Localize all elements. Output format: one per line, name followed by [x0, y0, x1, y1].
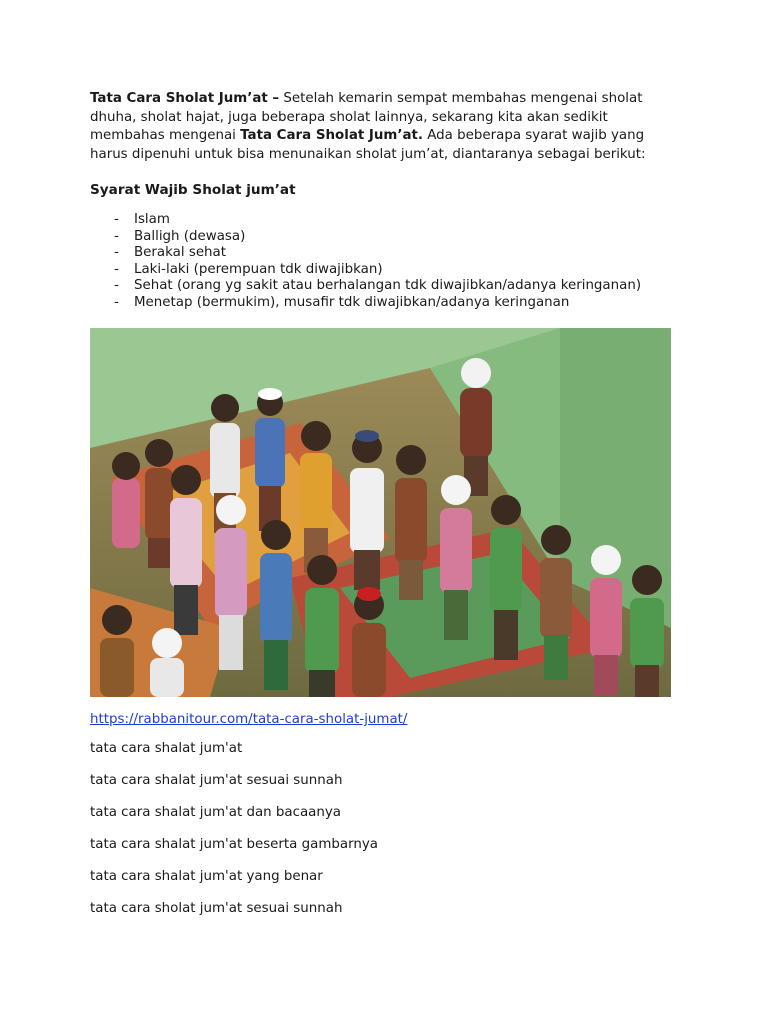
intro-text-2: Ada beberapa syarat wajib yang harus dipenuhi untuk bisa menunaikan sholat jum’at, diantaranya sebagai berikut:: [90, 128, 646, 162]
list-item: [90, 229, 641, 246]
list-item-text: Sehat (orang yg sakit atau berhalangan tdk diwajibkan/adanya keringanan): [134, 278, 642, 294]
list-item-text: Laki-laki (perempuan tdk diwajibkan): [134, 261, 383, 277]
list-item-text: Menetap (bermukim), musafir tdk diwajibkan/adanya keringanan: [134, 294, 570, 310]
list-marker: -: [114, 212, 119, 227]
document-content: [90, 90, 680, 916]
keyword-line: tata cara shalat jum'at: [90, 741, 243, 756]
section-heading: Syarat Wajib Sholat jum’at: [90, 182, 296, 198]
intro-text-1: Setelah kemarin sempat membahas mengenai sholat dhuha, sholat hajat, juga beberapa sholat lainnya, sekarang kita akan sedikit membahas mengenai: [90, 91, 643, 144]
intro-bold-title: Tata Cara Sholat Jum’at.: [240, 128, 423, 144]
list-item-text: Balligh (dewasa): [134, 228, 246, 244]
keyword-line: tata cara sholat jum'at sesuai sunnah: [90, 901, 343, 916]
list-marker: -: [114, 228, 119, 244]
list-marker: -: [114, 261, 119, 277]
prayer-illustration: [90, 328, 671, 697]
requirements-list: [90, 212, 641, 312]
list-marker: -: [114, 294, 119, 310]
keyword-line: tata cara shalat jum'at beserta gambarnya: [90, 837, 378, 852]
source-link[interactable]: https://rabbanitour.com/tata-cara-sholat-jumat/: [90, 712, 408, 727]
list-item-text: Islam: [134, 212, 170, 227]
list-item: [90, 212, 641, 229]
list-item-text: Berakal sehat: [134, 245, 226, 261]
list-item: [90, 245, 641, 262]
list-item: [90, 278, 641, 295]
keyword-line: tata cara shalat jum'at dan bacaanya: [90, 805, 341, 820]
list-marker: -: [114, 245, 119, 261]
list-marker: -: [114, 278, 119, 294]
list-item: [90, 262, 641, 279]
keyword-line: tata cara shalat jum'at yang benar: [90, 869, 323, 884]
intro-paragraph: [90, 90, 680, 164]
keyword-line: tata cara shalat jum'at sesuai sunnah: [90, 773, 343, 788]
congregation-prayer-image: [90, 328, 671, 697]
list-item: [90, 295, 641, 312]
intro-title: Tata Cara Sholat Jum’at –: [90, 91, 280, 106]
